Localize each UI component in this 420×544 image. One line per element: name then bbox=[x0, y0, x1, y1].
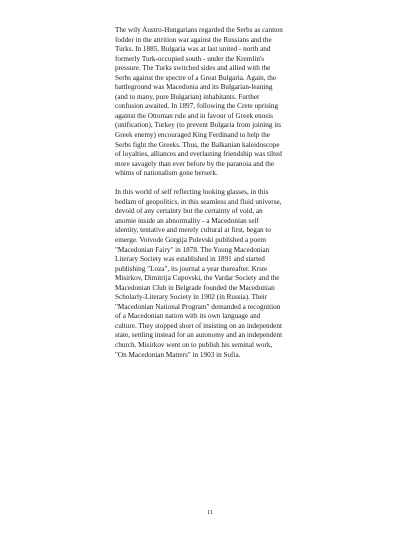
page-number: 11 bbox=[206, 509, 214, 516]
paragraph-1: The wily Austro-Hungarians regarded the Serbs as cannon fodder in the attrition war against the Russians and the Turks. In 1885, Bulgaria was at last united - north and formerly Turk-occupied south - under the Kremlin's pressure. The Turks switched sides and allied with the Serbs against the spectre of a Great Bulgaria. Again, the battleground was Macedonia and its Bulgarian-leaning (and to many, pure Bulgarian) inhabitants. Further confusion awaited. In 1897, following the Crete uprising against the Ottoman rule and in favour of Greek enosis (unification), Turkey (to prevent Bulgaria from joining its Greek enemy) encouraged King Ferdinand to help the Serbs fight the Greeks. Thus, the Balkanian kaleidoscope of loyalties, alliances and everlasting friendship was tilted more savagely than ever before by the paranoia and the whims of nationalism gone berserk. bbox=[115, 26, 283, 178]
body-text bbox=[115, 26, 319, 360]
paragraph-2: In this world of self reflecting looking glasses, in this bedlam of geopolitics, in this seamless and fluid universe, devoid of any certainty but the certainty of void, an anomie inside an abnormality - a Macedonian self identity, tentative and merely cultural at first, began to emerge. Voivode Gorgija Pulevski published a poem "Macedonian Fairy" in 1878. The Young Macedonian Literary Society was established in 1891 and started publishing "Loza", its journal a year thereafter. Krste Misirkov, Dimitrija Cupovski, the Vardar Society and the Macedonian Club in Belgrade founded the Macedonian Scholarly-Literary Society in 1902 (in Russia). Their "Macedonian National Program" demanded a recognition of a Macedonian nation with its own language and culture. They stopped short of insisting on an independent state, settling instead for an autonomy and an independent church. Misirkov went on to publish his seminal work, "On Macedonian Matters" in 1903 in Sofia. bbox=[115, 188, 283, 359]
